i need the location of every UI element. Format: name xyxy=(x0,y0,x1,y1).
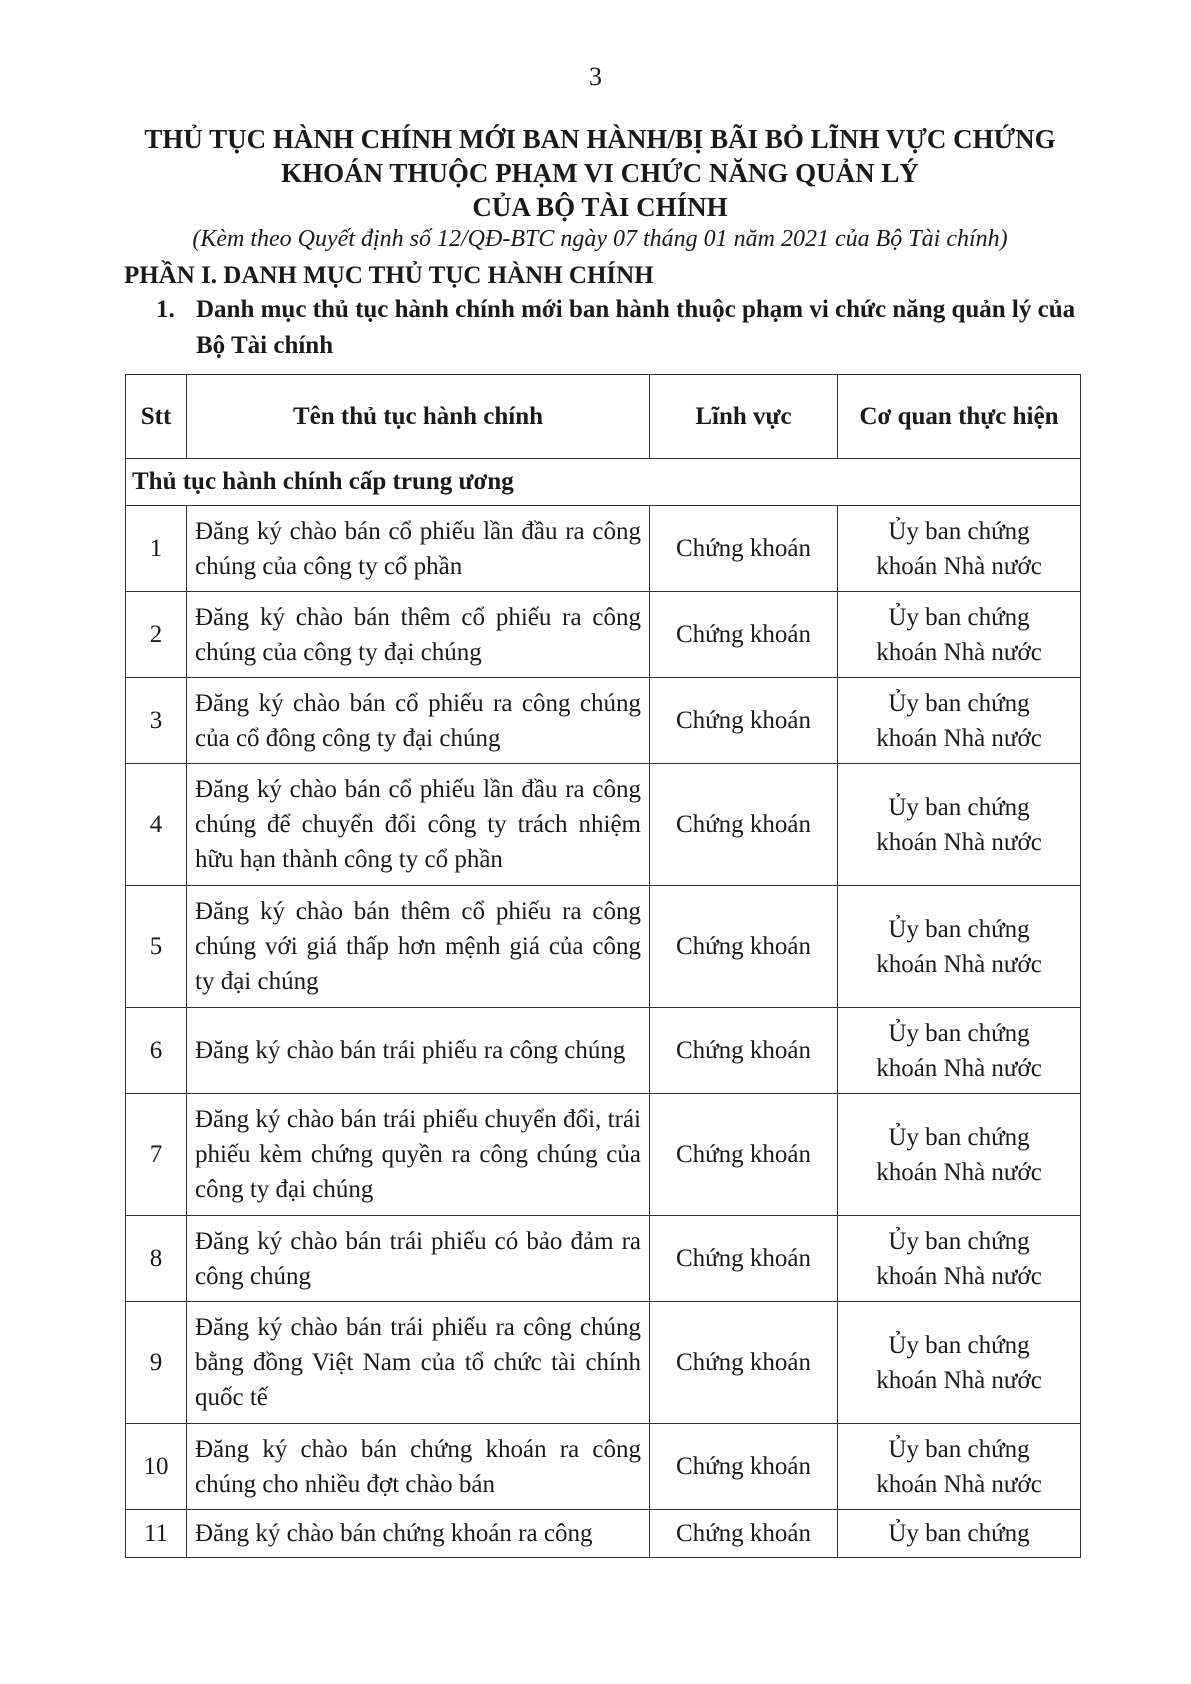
subsection-heading xyxy=(156,292,1086,364)
table-row xyxy=(126,1424,1081,1510)
subsection-number: 1. xyxy=(156,296,175,323)
heading-line-3: CỦA BỘ TÀI CHÍNH xyxy=(472,192,728,222)
cell-field: Chứng khoán xyxy=(650,1216,838,1302)
header-agency: Cơ quan thực hiện xyxy=(838,375,1081,459)
page-number: 3 xyxy=(589,62,602,91)
cell-agency: Ủy ban chứng khoán Nhà nước xyxy=(838,506,1081,592)
cell-field: Chứng khoán xyxy=(650,592,838,678)
cell-agency: Ủy ban chứng khoán Nhà nước xyxy=(838,886,1081,1008)
heading-line-2: KHOÁN THUỘC PHẠM VI CHỨC NĂNG QUẢN LÝ xyxy=(281,158,919,188)
cell-procedure-name: Đăng ký chào bán trái phiếu có bảo đảm ra công chúng xyxy=(187,1216,650,1302)
table-row xyxy=(126,1094,1081,1216)
document-heading xyxy=(100,122,1100,224)
table-row xyxy=(126,886,1081,1008)
table-row xyxy=(126,764,1081,886)
cell-agency: Ủy ban chứng khoán Nhà nước xyxy=(838,678,1081,764)
cell-field: Chứng khoán xyxy=(650,1008,838,1094)
cell-stt: 4 xyxy=(126,764,187,886)
heading-line-1: THỦ TỤC HÀNH CHÍNH MỚI BAN HÀNH/BỊ BÃI BỎ LĨNH VỰC CHỨNG xyxy=(144,124,1056,154)
cell-field: Chứng khoán xyxy=(650,678,838,764)
table-body xyxy=(126,459,1081,1558)
cell-procedure-name: Đăng ký chào bán cổ phiếu ra công chúng của cổ đông công ty đại chúng xyxy=(187,678,650,764)
cell-field: Chứng khoán xyxy=(650,1302,838,1424)
cell-agency: Ủy ban chứng khoán Nhà nước xyxy=(838,764,1081,886)
cell-field: Chứng khoán xyxy=(650,764,838,886)
cell-procedure-name: Đăng ký chào bán cổ phiếu lần đầu ra công chúng để chuyển đổi công ty trách nhiệm hữu hạn thành công ty cổ phần xyxy=(187,764,650,886)
cell-agency: Ủy ban chứng xyxy=(838,1510,1081,1558)
cell-procedure-name: Đăng ký chào bán cổ phiếu lần đầu ra công chúng của công ty cổ phần xyxy=(187,506,650,592)
group-row xyxy=(126,459,1081,506)
cell-field: Chứng khoán xyxy=(650,886,838,1008)
cell-procedure-name: Đăng ký chào bán trái phiếu chuyển đổi, trái phiếu kèm chứng quyền ra công chúng của công ty đại chúng xyxy=(187,1094,650,1216)
cell-stt: 6 xyxy=(126,1008,187,1094)
cell-agency: Ủy ban chứng khoán Nhà nước xyxy=(838,592,1081,678)
table-row xyxy=(126,1008,1081,1094)
cell-stt: 3 xyxy=(126,678,187,764)
cell-procedure-name: Đăng ký chào bán thêm cổ phiếu ra công chúng với giá thấp hơn mệnh giá của công ty đại chúng xyxy=(187,886,650,1008)
table-row xyxy=(126,506,1081,592)
cell-agency: Ủy ban chứng khoán Nhà nước xyxy=(838,1302,1081,1424)
cell-agency: Ủy ban chứng khoán Nhà nước xyxy=(838,1008,1081,1094)
cell-stt: 8 xyxy=(126,1216,187,1302)
table-row xyxy=(126,592,1081,678)
cell-field: Chứng khoán xyxy=(650,1094,838,1216)
table-row xyxy=(126,678,1081,764)
header-name: Tên thủ tục hành chính xyxy=(187,375,650,459)
cell-stt: 10 xyxy=(126,1424,187,1510)
table-row xyxy=(126,1302,1081,1424)
cell-stt: 11 xyxy=(126,1510,187,1558)
header-stt: Stt xyxy=(126,375,187,459)
cell-agency: Ủy ban chứng khoán Nhà nước xyxy=(838,1424,1081,1510)
cell-procedure-name: Đăng ký chào bán thêm cổ phiếu ra công chúng của công ty đại chúng xyxy=(187,592,650,678)
cell-procedure-name: Đăng ký chào bán chứng khoán ra công chúng cho nhiều đợt chào bán xyxy=(187,1424,650,1510)
section-title: PHẦN I. DANH MỤC THỦ TỤC HÀNH CHÍNH xyxy=(124,262,654,289)
subsection-text: Danh mục thủ tục hành chính mới ban hành thuộc phạm vi chức năng quản lý của Bộ Tài chính xyxy=(196,296,1076,359)
cell-stt: 1 xyxy=(126,506,187,592)
table-row xyxy=(126,1510,1081,1558)
decision-reference: (Kèm theo Quyết định số 12/QĐ-BTC ngày 07 tháng 01 năm 2021 của Bộ Tài chính) xyxy=(192,226,1008,252)
header-field: Lĩnh vực xyxy=(650,375,838,459)
cell-stt: 5 xyxy=(126,886,187,1008)
cell-stt: 7 xyxy=(126,1094,187,1216)
cell-stt: 9 xyxy=(126,1302,187,1424)
cell-agency: Ủy ban chứng khoán Nhà nước xyxy=(838,1216,1081,1302)
cell-field: Chứng khoán xyxy=(650,506,838,592)
group-label: Thủ tục hành chính cấp trung ương xyxy=(126,459,1081,506)
cell-field: Chứng khoán xyxy=(650,1424,838,1510)
table-header-row xyxy=(126,375,1081,459)
cell-procedure-name: Đăng ký chào bán trái phiếu ra công chúng bằng đồng Việt Nam của tổ chức tài chính quốc tế xyxy=(187,1302,650,1424)
cell-stt: 2 xyxy=(126,592,187,678)
procedure-table xyxy=(125,374,1081,1558)
cell-agency: Ủy ban chứng khoán Nhà nước xyxy=(838,1094,1081,1216)
cell-procedure-name: Đăng ký chào bán chứng khoán ra công xyxy=(187,1510,650,1558)
cell-procedure-name: Đăng ký chào bán trái phiếu ra công chúng xyxy=(187,1008,650,1094)
cell-field: Chứng khoán xyxy=(650,1510,838,1558)
table-row xyxy=(126,1216,1081,1302)
